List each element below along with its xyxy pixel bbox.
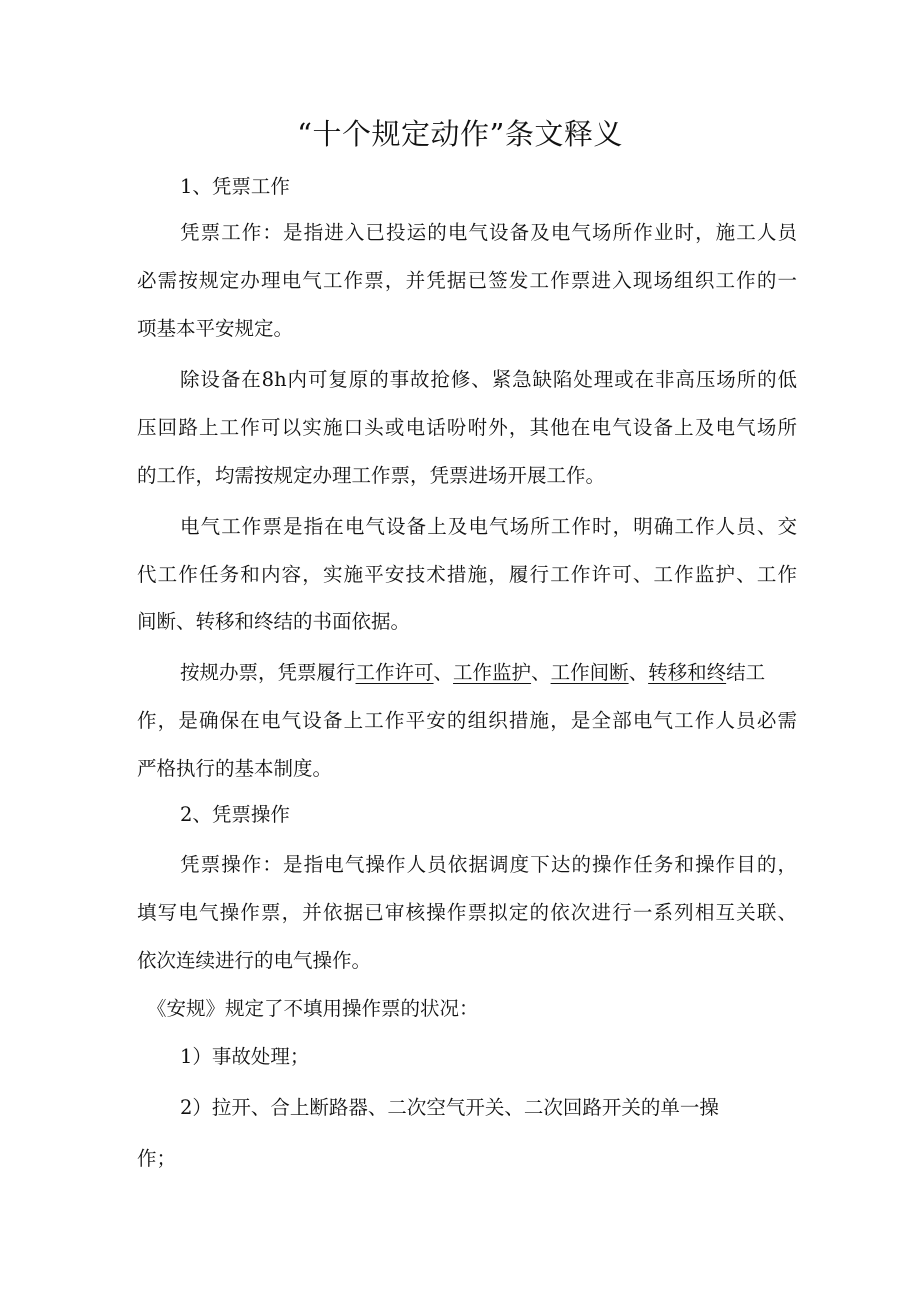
paragraph-line: 的工作，均需按规定办理工作票，凭票进场开展工作。 (137, 464, 606, 487)
paragraph-line: 电气工作票是指在电气设备上及电气场所工作时，明确工作人员、交 (180, 515, 797, 538)
paragraph-line: 填写电气操作票，并依据已审核操作票拟定的依次进行一系列相互关联、 (137, 901, 797, 924)
paragraph-line: 凭票操作：是指电气操作人员依据调度下达的操作任务和操作目的， (180, 853, 797, 876)
paragraph-line: 必需按规定办理电气工作票，并凭据已签发工作票进入现场组织工作的一 (137, 269, 797, 292)
paragraph-line: 《安规》规定了不填用操作票的状况： (147, 997, 479, 1020)
paragraph-line: 依次连续进行的电气操作。 (137, 949, 372, 972)
list-item: 2）拉开、合上断路器、二次空气开关、二次回路开关的单一操 (180, 1096, 719, 1119)
underlined-term-work-permit: 工作许可 (355, 661, 434, 684)
paragraph-line: 凭票工作：是指进入已投运的电气设备及电气场所作业时，施工人员 (180, 221, 797, 244)
separator: 、 (531, 661, 551, 684)
paragraph-line: 项基本平安规定。 (137, 317, 294, 340)
underlined-term-work-supervision: 工作监护 (453, 661, 532, 684)
separator: 、 (433, 661, 454, 684)
paragraph-line: 间断、转移和终结的书面依据。 (137, 610, 411, 633)
paragraph-line: 压回路上工作可以实施口头或电话吩咐外，其他在电气设备上及电气场所 (137, 416, 797, 439)
separator: 、 (628, 661, 649, 684)
list-item-continuation: 作； (137, 1147, 177, 1170)
paragraph-line-underlined (180, 658, 797, 688)
underlined-term-transfer-termination: 转移和终 (648, 661, 727, 684)
section-heading-1: 1、凭票工作 (180, 175, 290, 198)
list-item: 1）事故处理； (180, 1045, 310, 1068)
paragraph-line: 除设备在8h内可复原的事故抢修、紧急缺陷处理或在非高压场所的低 (180, 368, 797, 391)
text-span: 结工 (726, 661, 766, 684)
document-title: “十个规定动作”条文释义 (297, 117, 623, 151)
section-heading-2: 2、凭票操作 (180, 803, 290, 826)
text-span: 按规办票，凭票履行 (180, 661, 356, 684)
underlined-term-work-interruption: 工作间断 (550, 661, 629, 684)
paragraph-line: 代工作任务和内容，实施平安技术措施，履行工作许可、工作监护、工作 (137, 563, 797, 586)
paragraph-line: 严格执行的基本制度。 (137, 757, 333, 780)
paragraph-line: 作，是确保在电气设备上工作平安的组织措施，是全部电气工作人员必需 (137, 709, 797, 732)
